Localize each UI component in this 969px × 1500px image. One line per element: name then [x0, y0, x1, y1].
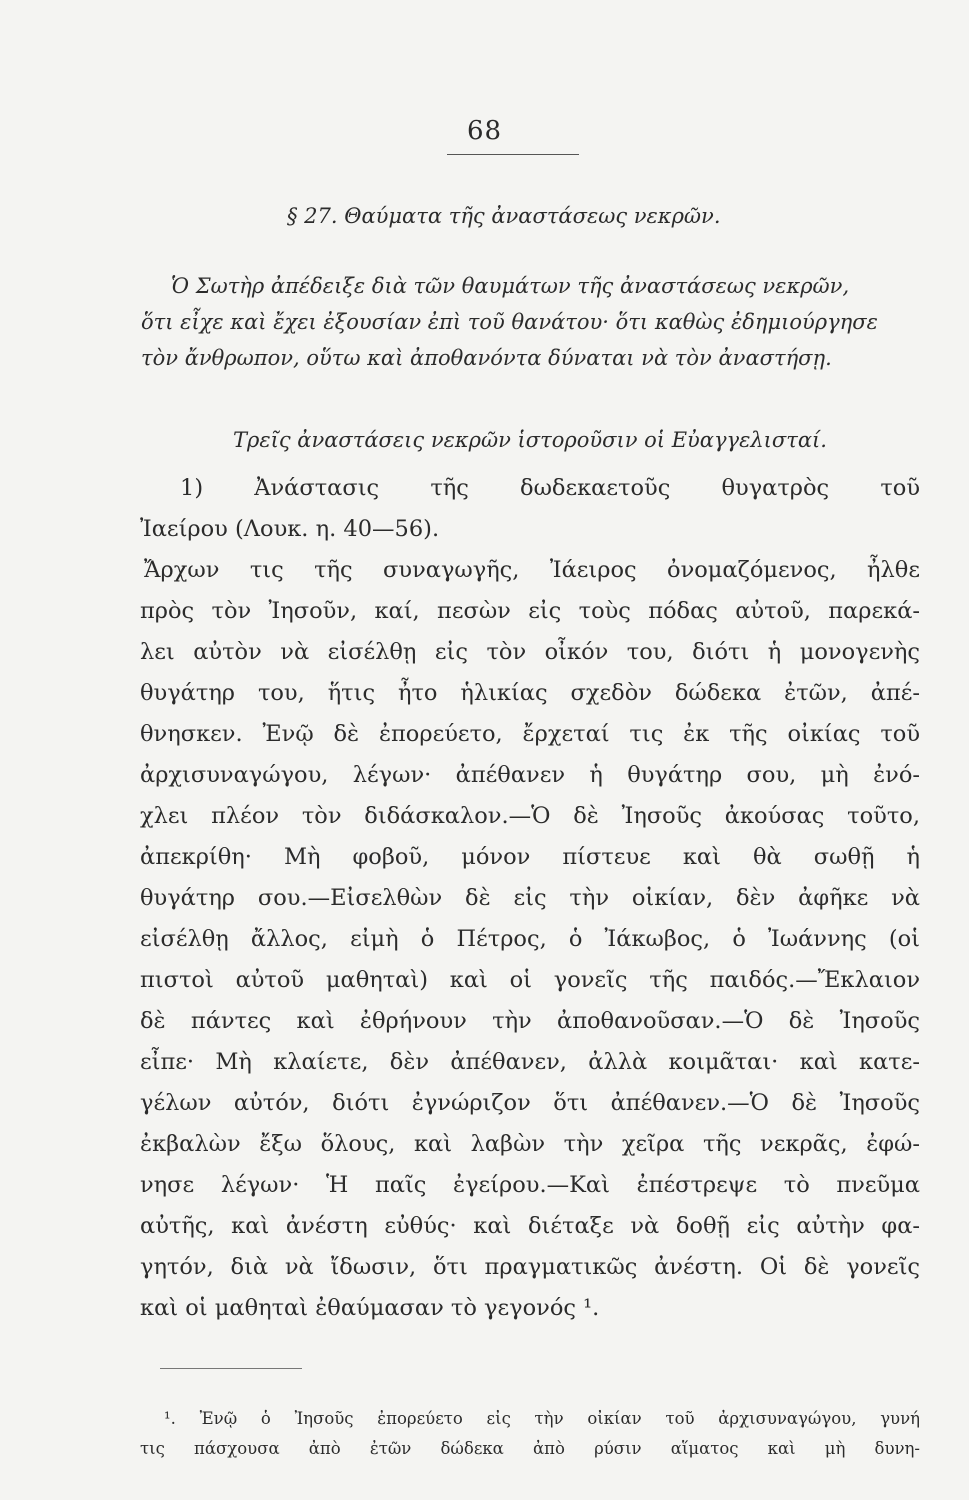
- header-rule: [447, 154, 579, 155]
- body-line: θνησκεν. Ἐνῷ δὲ ἐπορεύετο, ἔρχεταί τις ἐκ τῆς οἰκίας τοῦ: [140, 721, 920, 747]
- intro-paragraph: [141, 268, 921, 376]
- body-line: 1) Ἀνάστασις τῆς δωδεκαετοῦς θυγατρὸς τοῦ: [180, 475, 920, 501]
- body-line: Ἄρχων τις τῆς συναγωγῆς, Ἰάειρος ὀνομαζόμενος, ἦλθε: [144, 557, 920, 583]
- section-heading: § 27. Θαύματα τῆς ἀναστάσεως νεκρῶν.: [287, 204, 721, 228]
- body-line: θυγάτηρ του, ἥτις ἦτο ἡλικίας σχεδὸν δώδεκα ἐτῶν, ἀπέ-: [140, 680, 920, 706]
- body-line: νησε λέγων· Ἡ παῖς ἐγείρου.—Καὶ ἐπέστρεψε τὸ πνεῦμα: [140, 1172, 920, 1198]
- intro-line: Ὁ Σωτὴρ ἀπέδειξε διὰ τῶν θαυμάτων τῆς ἀναστάσεως νεκρῶν,: [171, 274, 850, 298]
- intro-line: τὸν ἄνθρωπον, οὕτω καὶ ἀποθανόντα δύναται νὰ τὸν ἀναστήσῃ.: [141, 346, 832, 370]
- body-line: πιστοὶ αὐτοῦ μαθηταὶ) καὶ οἱ γονεῖς τῆς παιδός.—Ἔκλαιον: [140, 967, 920, 993]
- body-line: ἀρχισυναγώγου, λέγων· ἀπέθανεν ἡ θυγάτηρ σου, μὴ ἐνό-: [140, 762, 920, 788]
- body-line: θυγάτηρ σου.—Εἰσελθὼν δὲ εἰς τὴν οἰκίαν, δὲν ἀφῆκε νὰ: [140, 885, 920, 911]
- page-number: 68: [466, 116, 503, 146]
- body-line: δὲ πάντες καὶ ἐθρήνουν τὴν ἀποθανοῦσαν.—Ὁ δὲ Ἰησοῦς: [140, 1008, 920, 1034]
- body-line: καὶ οἱ μαθηταὶ ἐθαύμασαν τὸ γεγονός ¹.: [140, 1295, 600, 1321]
- body-line: εἰσέλθῃ ἄλλος, εἰμὴ ὁ Πέτρος, ὁ Ἰάκωβος, ὁ Ἰωάννης (οἱ: [140, 926, 920, 952]
- body-line: λει αὐτὸν νὰ εἰσέλθῃ εἰς τὸν οἶκόν του, διότι ἡ μονογενὴς: [140, 639, 920, 665]
- body-line: εἶπε· Μὴ κλαίετε, δὲν ἀπέθανεν, ἀλλὰ κοιμᾶται· καὶ κατε-: [140, 1049, 920, 1075]
- footnote-rule: [160, 1368, 302, 1369]
- body-line: Ἰαείρου (Λουκ. η. 40—56).: [140, 516, 440, 542]
- body-line: πρὸς τὸν Ἰησοῦν, καί, πεσὼν εἰς τοὺς πόδας αὐτοῦ, παρεκά-: [140, 598, 920, 624]
- main-text: [140, 468, 920, 1329]
- footnote-line: τις πάσχουσα ἀπὸ ἐτῶν δώδεκα ἀπὸ ρύσιν αἵματος καὶ μὴ δυνη-: [140, 1439, 920, 1458]
- body-line: αὐτῆς, καὶ ἀνέστη εὐθύς· καὶ διέταξε νὰ δοθῇ εἰς αὐτὴν φα-: [140, 1213, 920, 1239]
- footnote-line: ¹. Ἐνῷ ὁ Ἰησοῦς ἐπορεύετο εἰς τὴν οἰκίαν τοῦ ἀρχισυναγώγου, γυνή: [164, 1409, 920, 1428]
- body-line: ἐκβαλὼν ἔξω ὅλους, καὶ λαβὼν τὴν χεῖρα τῆς νεκρᾶς, ἐφώ-: [140, 1131, 920, 1157]
- body-line: χλει πλέον τὸν διδάσκαλον.—Ὁ δὲ Ἰησοῦς ἀκούσας τοῦτο,: [140, 803, 920, 829]
- body-line: ἀπεκρίθη· Μὴ φοβοῦ, μόνον πίστευε καὶ θὰ σωθῇ ἡ: [140, 844, 920, 870]
- intro-line: ὅτι εἶχε καὶ ἔχει ἐξουσίαν ἐπὶ τοῦ θανάτου· ὅτι καθὼς ἐδημιούργησε: [141, 310, 878, 334]
- body-line: γητόν, διὰ νὰ ἴδωσιν, ὅτι πραγματικῶς ἀνέστη. Οἱ δὲ γονεῖς: [140, 1254, 920, 1280]
- footnote: [140, 1404, 920, 1464]
- body-line: γέλων αὐτόν, διότι ἐγνώριζον ὅτι ἀπέθανεν.—Ὁ δὲ Ἰησοῦς: [140, 1090, 920, 1116]
- subheading: Τρεῖς ἀναστάσεις νεκρῶν ἱστοροῦσιν οἱ Εὐαγγελισταί.: [233, 428, 827, 452]
